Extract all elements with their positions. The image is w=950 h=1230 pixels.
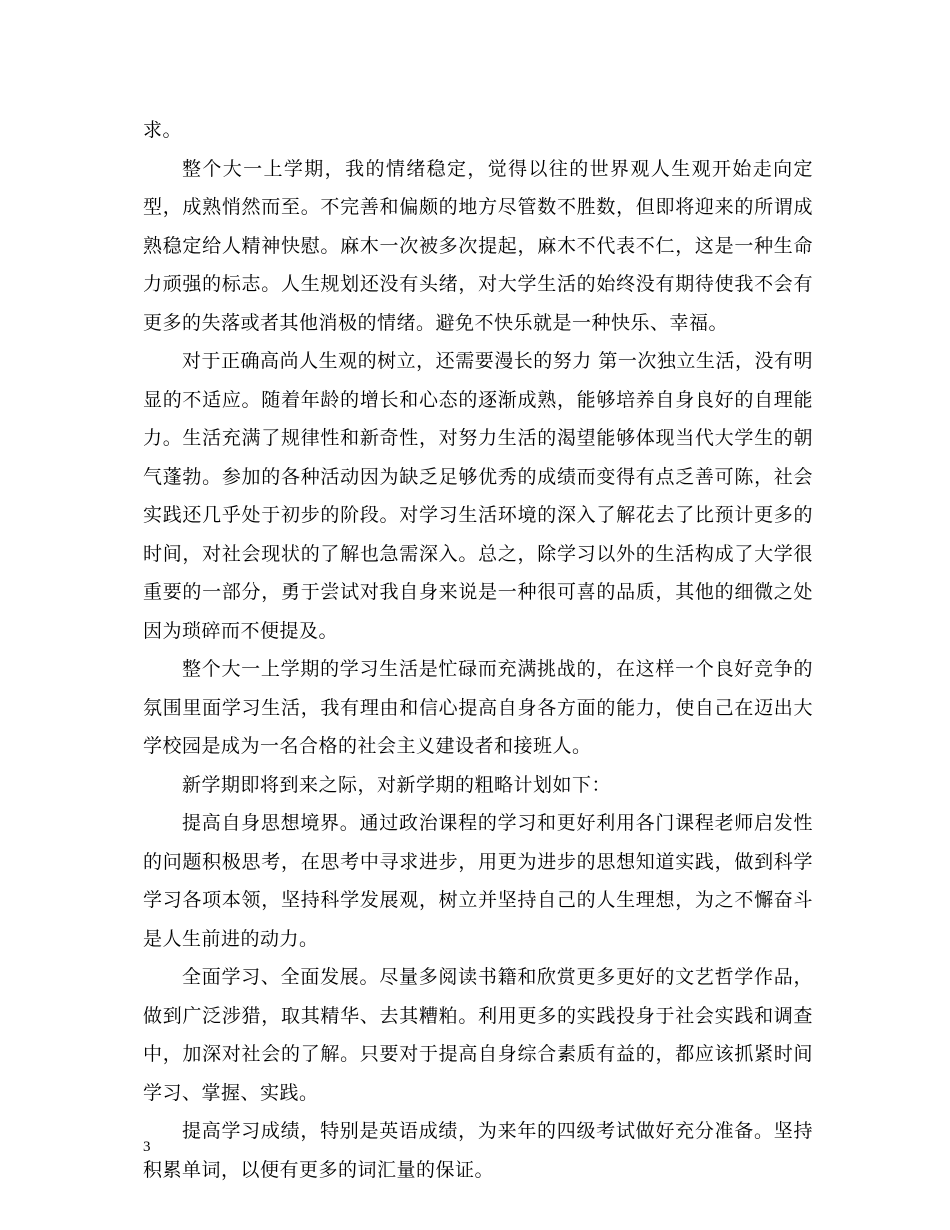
paragraph: 整个大一上学期的学习生活是忙碌而充满挑战的，在这样一个良好竞争的氛围里面学习生活，我有理由和信心提高自身各方面的能力，使自己在迈出大学校园是成为一名合格的社会主义建设者和接班人。 [143, 658, 813, 757]
paragraph: 全面学习、全面发展。尽量多阅读书籍和欣赏更多更好的文艺哲学作品，做到广泛涉猎，取其精华、去其糟粕。利用更多的实践投身于社会实践和调查中，加深对社会的了解。只要对于提高自身综合素质有益的，都应该抓紧时间学习、掌握、实践。 [143, 966, 813, 1104]
document-body [143, 111, 813, 1189]
paragraph: 提高学习成绩，特别是英语成绩，为来年的四级考试做好充分准备。坚持积累单词，以便有更多的词汇量的保证。 [143, 1120, 813, 1181]
paragraph: 求。 [143, 119, 183, 141]
paragraph: 整个大一上学期，我的情绪稳定，觉得以往的世界观人生观开始走向定型，成熟悄然而至。不完善和偏颇的地方尽管数不胜数，但即将迎来的所谓成熟稳定给人精神快慰。麻木一次被多次提起，麻木不代表不仁，这是一种生命力顽强的标志。人生规划还没有头绪，对大学生活的始终没有期待使我不会有更多的失落或者其他消极的情绪。避免不快乐就是一种快乐、幸福。 [143, 157, 813, 334]
paragraph: 对于正确高尚人生观的树立，还需要漫长的努力 第一次独立生活，没有明显的不适应。随着年龄的增长和心态的逐渐成熟，能够培养自身良好的自理能力。生活充满了规律性和新奇性，对努力生活的渴望能够体现当代大学生的朝气蓬勃。参加的各种活动因为缺乏足够优秀的成绩而变得有点乏善可陈，社会实践还几乎处于初步的阶段。对学习生活环境的深入了解花去了比预计更多的时间，对社会现状的了解也急需深入。总之，除学习以外的生活构成了大学很重要的一部分，勇于尝试对我自身来说是一种很可喜的品质，其他的细微之处因为琐碎而不便提及。 [143, 350, 813, 642]
page-number: 3 [143, 1139, 151, 1155]
paragraph: 新学期即将到来之际，对新学期的粗略计划如下： [182, 773, 612, 796]
paragraph: 提高自身思想境界。通过政治课程的学习和更好利用各门课程老师启发性的问题积极思考，在思考中寻求进步，用更为进步的思想知道实践，做到科学学习各项本领，坚持科学发展观，树立并坚持自己的人生理想，为之不懈奋斗是人生前进的动力。 [143, 812, 813, 950]
